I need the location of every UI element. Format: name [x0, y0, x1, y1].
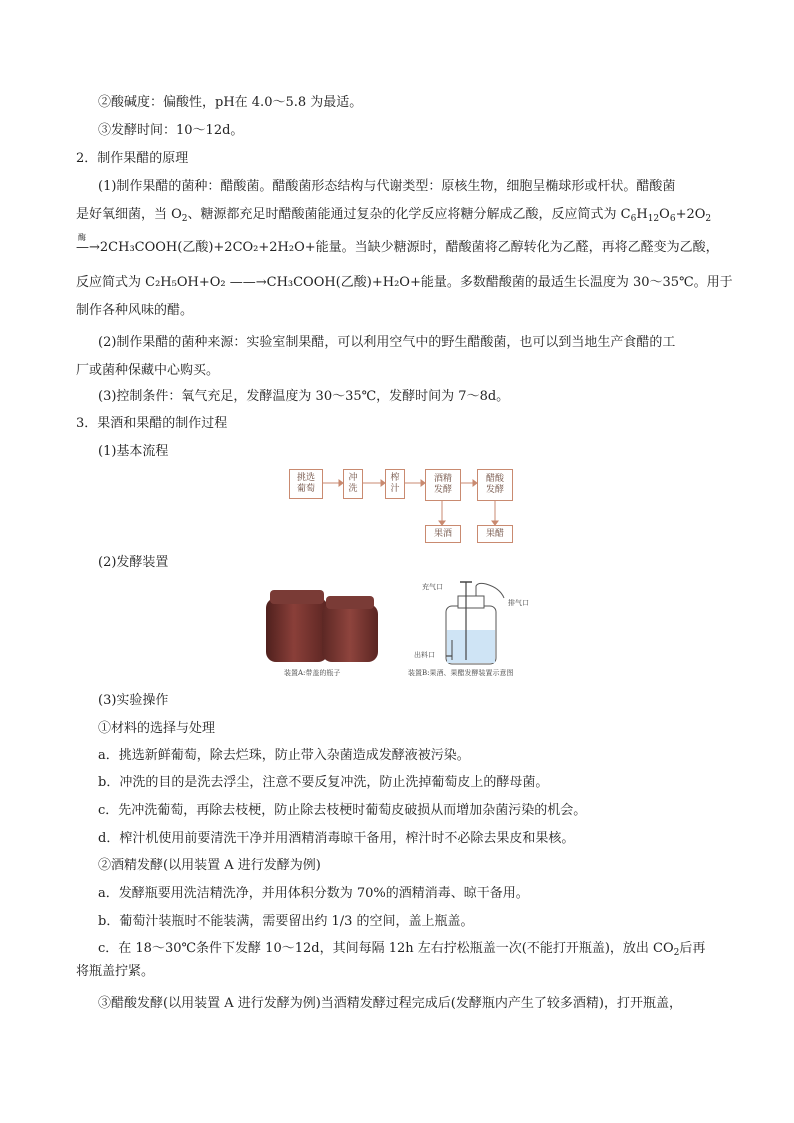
flow-step-juice: 榨 汁: [385, 469, 405, 499]
subheading-flow: (1)基本流程: [98, 444, 169, 459]
flow-result-wine: 果酒: [425, 525, 461, 543]
inlet-label: 充气口: [422, 583, 443, 591]
outlet-label: 排气口: [508, 599, 529, 607]
jar-left-cap: [270, 590, 324, 604]
line-aerobic: 是好氧细菌，当 $O_2$、糖源都充足时醋酸菌能通过复杂的化学反应将糖分解成乙酸，反应简式为 $C_6H_{12}O_6+2O_2$: [76, 207, 712, 224]
subheading-operation: (3)实验操作: [98, 693, 169, 708]
line-conditions: (3)控制条件：氧气充足，发酵温度为 30～35℃，发酵时间为 7～8d。: [98, 389, 510, 404]
step-d-juicer: d．榨汁机使用前要清洗干净并用酒精消毒晾干备用，榨汁时不必除去果皮和果核。: [98, 831, 575, 846]
line-source: (2)制作果醋的菌种来源：实验室制果醋，可以利用空气中的野生醋酸菌，也可以到当地生产食醋的工: [98, 335, 676, 350]
line-reaction-1: 酶 —→2CH₃COOH(乙酸)+2CO₂+2H₂O+能量。当缺少糖源时，醋酸菌将乙醇转化为乙醛，再将乙醛变为乙酸，: [76, 233, 719, 255]
step-b-wash: b．冲洗的目的是洗去浮尘，注意不要反复冲洗，防止洗掉葡萄皮上的酵母菌。: [98, 775, 549, 790]
jar-left: [266, 598, 328, 662]
line-ph: ②酸碱度：偏酸性，pH在 4.0～5.8 为最适。: [98, 95, 363, 110]
flow-step-select: 挑选 葡萄: [289, 469, 323, 499]
device-a-figure: [262, 582, 380, 678]
subheading-device: (2)发酵装置: [98, 555, 169, 570]
device-b-caption: 装置B:果酒、果醋发酵装置示意图: [408, 669, 514, 677]
jar-right-cap: [326, 596, 374, 609]
line-flavor: 制作各种风味的醋。: [76, 303, 194, 318]
alcohol-step-a: a．发酵瓶要用洗洁精洗净，并用体积分数为 70%的酒精消毒、晾干备用。: [98, 886, 529, 901]
heading-3: 3．果酒和果醋的制作过程: [76, 416, 228, 431]
alcohol-step-c: c．在 18～30℃条件下发酵 10～12d，其间每隔 12h 左右拧松瓶盖一次(不能打开瓶盖)，放出 $CO_2$后再: [98, 941, 706, 958]
flow-step-acetic: 醋酸 发酵: [477, 469, 513, 501]
line-bacteria: (1)制作果醋的菌种：醋酸菌。醋酸菌形态结构与代谢类型：原核生物，细胞呈椭球形或杆状。醋酸菌: [98, 179, 676, 194]
subheading-material: ①材料的选择与处理: [98, 721, 216, 736]
acetic-fermentation: ③醋酸发酵(以用装置 A 进行发酵为例)当酒精发酵过程完成后(发酵瓶内产生了较多酒精)，打开瓶盖，: [98, 996, 682, 1011]
line-reaction-2: 反应简式为 C₂H₅OH+O₂ ——→CH₃COOH(乙酸)+H₂O+能量。多数醋酸菌的最适生长温度为 30～35℃。用于: [76, 275, 733, 290]
alcohol-step-b: b．葡萄汁装瓶时不能装满，需要留出约 1/3 的空间，盖上瓶盖。: [98, 914, 474, 929]
heading-2: 2．制作果醋的原理: [76, 151, 189, 166]
jar-right: [322, 604, 378, 662]
step-a-select: a．挑选新鲜葡萄，除去烂珠，防止带入杂菌造成发酵液被污染。: [98, 748, 470, 763]
device-b-figure: [408, 578, 538, 678]
process-flowchart: [287, 465, 527, 545]
line-source-2: 厂或菌种保藏中心购买。: [76, 363, 220, 378]
step-c-stem: c．先冲洗葡萄，再除去枝梗，防止除去枝梗时葡萄皮破损从而增加杂菌污染的机会。: [98, 803, 587, 818]
line-time: ③发酵时间：10～12d。: [98, 123, 244, 138]
device-a-caption: 装置A:带盖的瓶子: [284, 669, 341, 677]
flow-step-alcohol: 酒精 发酵: [425, 469, 461, 501]
flow-result-vinegar: 果醋: [477, 525, 513, 543]
subheading-alcohol: ②酒精发酵(以用装置 A 进行发酵为例): [98, 858, 321, 873]
discharge-label: 出料口: [414, 651, 435, 659]
alcohol-step-c-cont: 将瓶盖拧紧。: [76, 964, 155, 979]
flow-step-wash: 冲 洗: [343, 469, 363, 499]
